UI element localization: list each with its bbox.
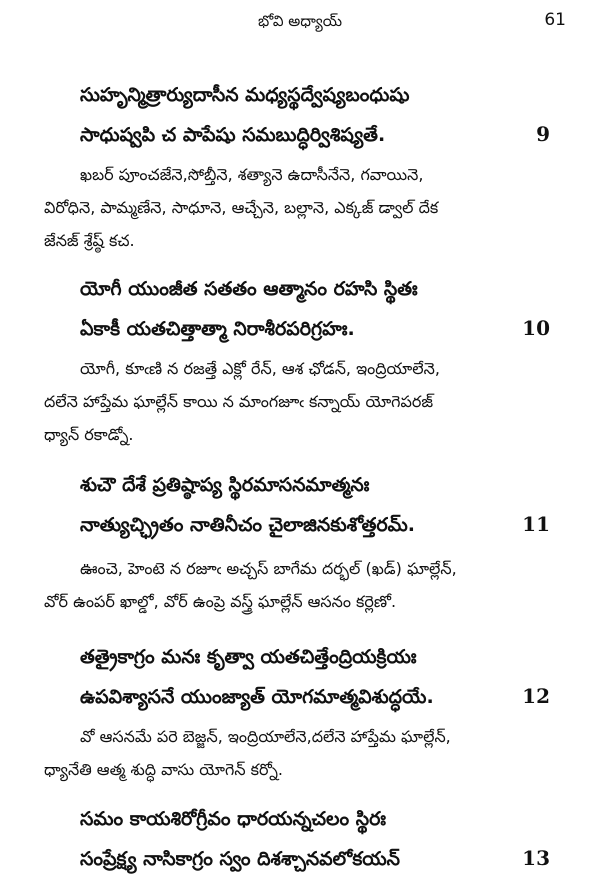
commentary — [44, 158, 564, 257]
commentary-line: జేనజ్ శ్రేష్ఠ్ కచ. — [44, 231, 135, 250]
verse-line: సుహృన్మిత్రార్యుదాసీన మధ్యస్థద్వేష్యబంధుషు — [80, 84, 410, 106]
verse-number: 13 — [522, 846, 550, 870]
verse-block — [80, 800, 550, 879]
verse-block — [80, 76, 550, 155]
verse-line: సంప్రేక్ష్య నాసికాగ్రం స్వం దిశశ్చానవలోకయన్ — [80, 848, 401, 870]
commentary-line: ఊంచె, హెంటె న రజూఁ అచ్చస్ బాగేమ దర్భల్ (ఖడ్) ఘాల్లేన్, — [80, 559, 457, 578]
verse-line: నాత్యుచ్ఛ్రితం నాతినీచం చైలాజినకుశోత్తరమ్. — [80, 514, 415, 536]
verse-block — [80, 270, 550, 349]
verse-number: 11 — [522, 512, 550, 536]
commentary-line: వోర్ ఉంపర్ ఖాల్డో, వోర్ ఉంప్రె వస్త్ర్ ఘాల్లేన్ ఆసనం కర్లెణో. — [44, 592, 397, 611]
verse-line: ఏకాకీ యతచిత్తాత్మా నిరాశీరపరిగ్రహః. — [80, 318, 355, 340]
commentary-line: యోగీ, కూఁణి న రజత్తే ఎక్లో రేన్, ఆశ ఛోడన్, ఇంద్రియాలేనె, — [80, 359, 440, 378]
page-number: 61 — [544, 10, 566, 30]
commentary — [44, 720, 564, 786]
commentary-line: ఖబర్ పూంచజేనె,సోబ్తీనె, శత్యానె ఉదాసీనేనె, గవాయినె, — [80, 165, 424, 184]
commentary-line: దలేనె హాప్తేమ ఘాల్లేన్ కాయి న మాంగజూఁ కన్నాయ్ యోగెపరజ్ — [44, 392, 434, 411]
commentary — [44, 552, 564, 618]
verse-block — [80, 466, 550, 545]
page-header — [0, 8, 600, 38]
verse-block — [80, 638, 550, 717]
commentary-line: ధ్యానేతి ఆత్మ శుద్ధి వాసు యోగెన్ కర్నో. — [44, 760, 284, 779]
verse-line: శుచౌ దేశే ప్రతిష్ఠాప్య స్థిరమాసనమాత్మనః — [80, 474, 370, 496]
verse-line: ఉపవిశ్యాసనే యుంజ్యాత్ యోగమాత్మవిశుద్ధయే. — [80, 686, 434, 708]
verse-line: సాధుష్వపి చ పాపేషు సమబుద్ధిర్విశిష్యతే. — [80, 124, 386, 146]
verse-number: 9 — [536, 122, 550, 146]
commentary-line: వో ఆసనమే పరె బెజ్జన్, ఇంద్రియాలేనె,దలేనె హాప్తేమ ఘాల్లేన్, — [80, 727, 451, 746]
running-title: భోవి అధ్యాయ్ — [257, 12, 343, 30]
verse-number: 12 — [522, 684, 550, 708]
commentary-line: ధ్యాన్ రకాడ్నో. — [44, 425, 134, 444]
verse-line: సమం కాయశిరోగ్రీవం ధారయన్నచలం స్థిరః — [80, 808, 386, 830]
verse-number: 10 — [522, 316, 550, 340]
verse-line: యోగీ యుంజీత సతతం ఆత్మానం రహసి స్థితః — [80, 278, 418, 300]
commentary-line: విరోధినె, పామ్మణేనె, సాధూనె, ఆచ్చేనె, బల్లానె, ఎక్కజ్ డ్వాల్ దేక — [44, 198, 439, 217]
verse-line: తత్రైకాగ్రం మనః కృత్వా యతచిత్తేంద్రియక్రియః — [80, 646, 417, 668]
commentary — [44, 352, 564, 451]
